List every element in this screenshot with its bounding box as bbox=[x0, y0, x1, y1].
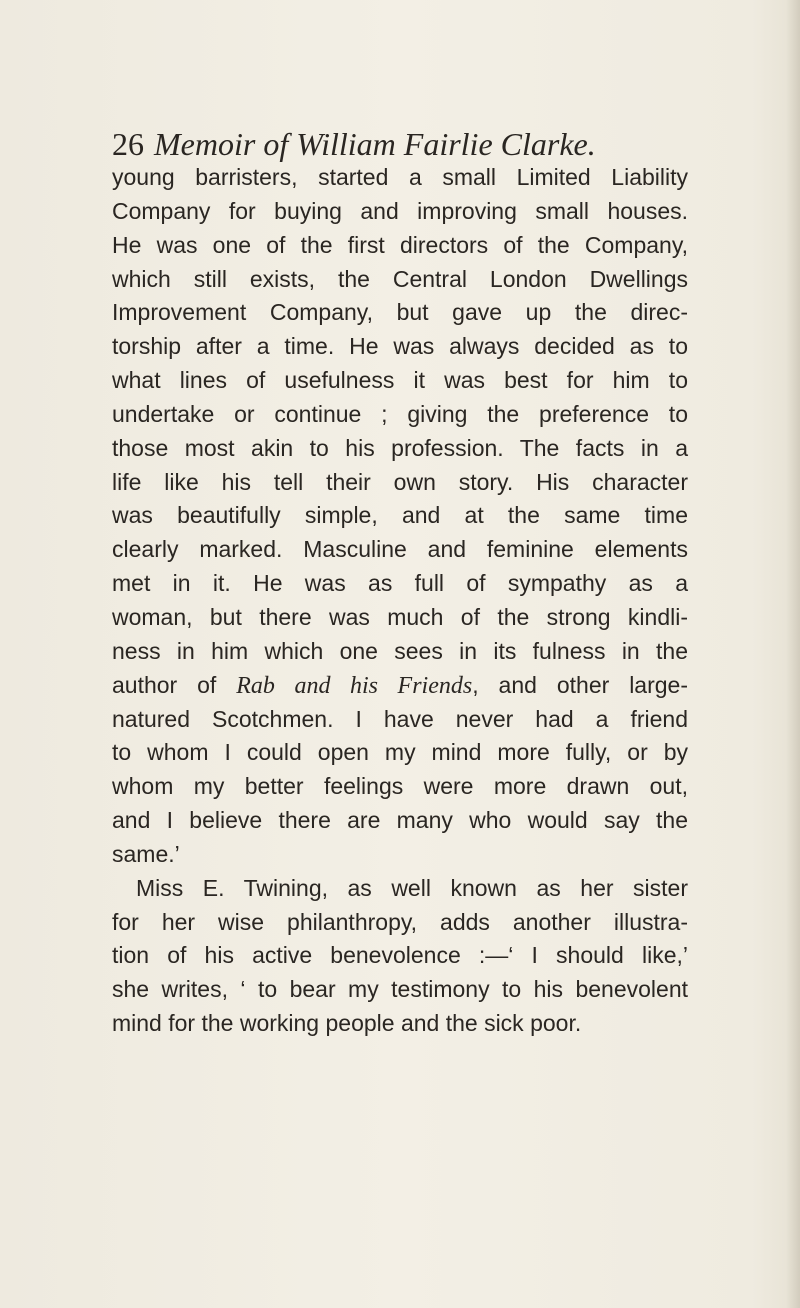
text-line: whom my better feelings were more drawn out, bbox=[112, 773, 688, 800]
paragraph-start-line: Miss E. Twining, as well known as her sister bbox=[136, 874, 688, 901]
text-line: Improvement Company, but gave up the direc- bbox=[112, 299, 688, 326]
text-line: mind for the working people and the sick poor. bbox=[112, 1010, 582, 1037]
text-line: those most akin to his profession. The facts in a bbox=[112, 434, 688, 461]
text-line: was beautifully simple, and at the same time bbox=[112, 502, 688, 529]
page-number: 26 bbox=[112, 126, 144, 162]
text-line: life like his tell their own story. His character bbox=[112, 468, 688, 495]
text-line: natured Scotchmen. I have never had a friend bbox=[112, 705, 688, 732]
text-segment: author of bbox=[112, 671, 237, 698]
text-line: met in it. He was as full of sympathy as a bbox=[112, 570, 688, 597]
text-line: tion of his active benevolence :—‘ I should like,’ bbox=[112, 942, 688, 969]
text-line: she writes, ‘ to bear my testimony to his benevolent bbox=[112, 976, 688, 1003]
text-line: and I believe there are many who would say the bbox=[112, 807, 688, 834]
text-line: to whom I could open my mind more fully, or by bbox=[112, 739, 688, 766]
text-line: Company for buying and improving small houses. bbox=[112, 197, 688, 224]
text-line: clearly marked. Masculine and feminine elements bbox=[112, 536, 688, 563]
text-line-book-title bbox=[112, 669, 688, 703]
book-title-italic: Rab and his Friends bbox=[236, 672, 473, 699]
text-line: what lines of usefulness it was best for him to bbox=[112, 367, 688, 394]
text-line: woman, but there was much of the strong kindli- bbox=[112, 603, 688, 630]
text-line: young barristers, started a small Limited Liability bbox=[112, 164, 688, 190]
text-line: torship after a time. He was always decided as to bbox=[112, 333, 688, 360]
text-line: ness in him which one sees in its fulness in the bbox=[112, 637, 688, 664]
body-text bbox=[112, 161, 688, 1041]
running-title: Memoir of William Fairlie Clarke. bbox=[154, 126, 596, 162]
text-line: which still exists, the Central London Dwellings bbox=[112, 265, 688, 292]
page-edge-shadow bbox=[786, 0, 800, 1308]
text-line: He was one of the first directors of the Company, bbox=[112, 231, 688, 258]
running-head bbox=[112, 124, 596, 164]
text-segment: , and other large- bbox=[472, 671, 688, 698]
text-line: for her wise philanthropy, adds another illustra- bbox=[112, 908, 688, 935]
text-line: undertake or continue ; giving the preference to bbox=[112, 400, 688, 427]
text-line: same.’ bbox=[112, 840, 180, 867]
